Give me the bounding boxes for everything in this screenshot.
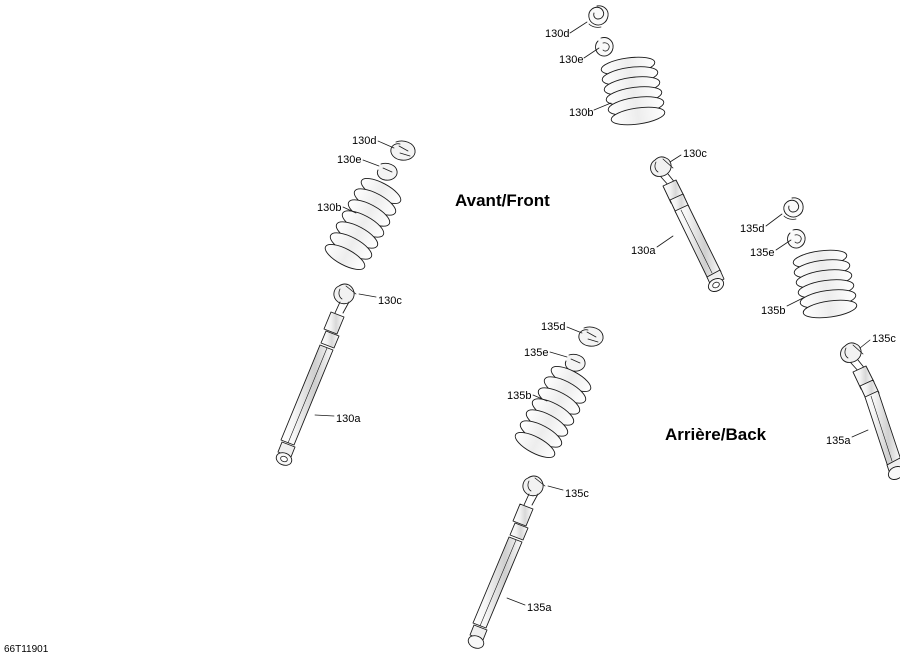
callout-130e-left: 130e	[337, 154, 362, 166]
document-code: 66T11901	[4, 644, 49, 655]
callout-135d-right: 135d	[740, 223, 765, 235]
part-130e-top	[596, 38, 614, 56]
callout-130c-right: 130c	[683, 148, 707, 160]
callout-130b-top: 130b	[569, 107, 594, 119]
part-130b-top	[600, 54, 666, 127]
part-135d-left	[579, 327, 603, 346]
part-135c-left	[523, 476, 545, 505]
part-135b-left	[512, 362, 594, 463]
part-130e-left	[377, 163, 397, 180]
callout-135a-right: 135a	[826, 435, 851, 447]
part-130d-left	[391, 141, 415, 160]
part-135e-right	[788, 230, 806, 248]
part-130a-left	[274, 312, 344, 468]
callout-135b-left: 135b	[507, 390, 532, 402]
callout-130a-left: 130a	[336, 413, 361, 425]
callout-135d-left: 135d	[541, 321, 566, 333]
callout-135c-left: 135c	[565, 488, 589, 500]
callout-135a-left: 135a	[527, 602, 552, 614]
callout-135c-right: 135c	[872, 333, 896, 345]
callout-135e-right: 135e	[750, 247, 775, 259]
callout-130d-left: 130d	[352, 135, 377, 147]
section-title-back: Arrière/Back	[665, 425, 767, 444]
part-130b-left	[322, 174, 404, 275]
part-135a-right	[853, 366, 900, 482]
callout-135e-left: 135e	[524, 347, 549, 359]
callout-130a-right: 130a	[631, 245, 656, 257]
callout-135b-right: 135b	[761, 305, 786, 317]
section-title-front: Avant/Front	[455, 191, 550, 210]
callout-130b-left: 130b	[317, 202, 342, 214]
part-135b-right	[792, 247, 858, 320]
part-130a-right	[663, 180, 726, 294]
callout-130d-top: 130d	[545, 28, 570, 40]
part-135d-right	[784, 198, 803, 220]
part-130c-left	[334, 284, 356, 313]
callout-130c-left: 130c	[378, 295, 402, 307]
callout-130e-top: 130e	[559, 54, 584, 66]
part-130d-top	[589, 6, 608, 28]
part-135a-left	[466, 504, 533, 651]
